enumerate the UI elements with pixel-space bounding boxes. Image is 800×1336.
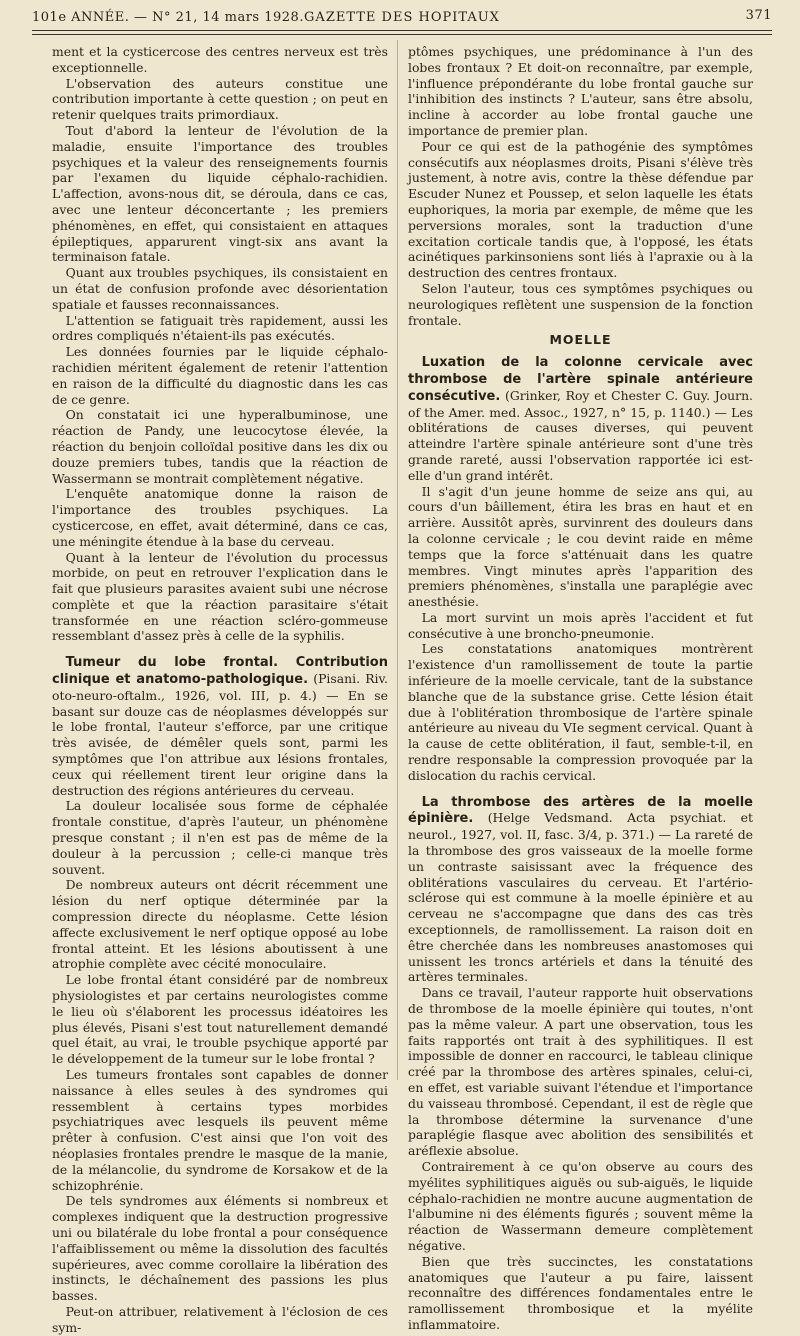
paragraph: De nombreux auteurs ont décrit récemment une lésion du nerf optique déterminée par la compression directe du néoplasme. Cette lésion affecte exclusivement le nerf optique opposé au lobe frontal atteint. Et les lésions aboutissent à une atrophie complète avec cécité monoculaire. <box>52 877 388 972</box>
article-title: Luxation de la colonne cervicale avec thrombose de l'artère spinale antérieure consécutive. <box>408 355 753 404</box>
article-lead <box>408 794 753 986</box>
page-number: 371 <box>745 8 772 23</box>
paragraph: Contrairement à ce qu'on observe au cours des myélites syphilitiques aiguës ou sub-aiguës, le liquide céphalo-rachidien ne montre aucune augmentation de l'albumine ni des éléments figurés ; souvent même la réaction de Wassermann demeure complètement négative. <box>408 1158 753 1253</box>
paragraph: Le lobe frontal étant considéré par de nombreux physiologistes et par certains neurologistes comme le lieu où s'élaborent les processus idéatoires les plus élevés, Pisani s'est tout naturellement demandé quel était, au vrai, le trouble psychique apporté par le développement de la tumeur sur le lobe frontal ? <box>52 972 388 1067</box>
article-text: La rareté de la thrombose des gros vaisseaux de la moelle forme un contraste saisissant avec la fréquence des oblitérations vasculaires du cerveau. Et l'artério-sclérose qui est commune à la moelle épinière et au cerveau ne s'accompagne que dans des cas très exceptionnels, de ramollissement. La raison doit en être cherchée dans les nombreuses anastomoses qui unissent les troncs artériels et dans la ténuité des artères terminales. <box>408 827 753 985</box>
article-reference: (Helge Vedsmand. Acta psychiat. et neurol., 1927, vol. II, fasc. 3/4, p. 371.) — <box>408 810 753 843</box>
paragraph: ment et la cysticercose des centres nerveux est très exceptionnelle. <box>52 44 388 75</box>
paragraph: ptômes psychiques, une prédominance à l'un des lobes frontaux ? Et doit-on reconnaître, par exemple, l'influence prépondérante du lobe frontal gauche sur l'inhibition des instincts ? L'auteur, sans être absolu, incline à accorder au lobe frontal gauche une importance de premier plan. <box>408 44 753 138</box>
journal-title: GAZETTE DES HOPITAUX <box>304 10 500 25</box>
paragraph: Dans ce travail, l'auteur rapporte huit observations de thrombose de la moelle épinière qui toutes, n'ont pas la même valeur. A part une observation, tous les faits rapportés ont trait à des syphilitiques. Il est impossible de donner en raccourci, le tableau clinique créé par la thrombose des artères spinales, celui-ci, en effet, est variable suivant l'étendue et l'importance du vaisseau thrombosé. Cependant, il est de règle que la thrombose détermine la survenance d'une paraplégie flasque avec abolition des sensibilités et aréflexie absolue. <box>408 985 753 1159</box>
header-rule-2 <box>32 34 772 35</box>
article-reference: (Grinker, Roy et Chester C. Guy. Journ. of the Amer. med. Assoc., 1927, n° 15, p. 1140.) — <box>408 387 753 420</box>
paragraph: L'attention se fatiguait très rapidement, aussi les ordres compliqués n'étaient-ils pas exécutés. <box>52 312 388 344</box>
paragraph: L'enquête anatomique donne la raison de l'importance des troubles psychiques. La cysticercose, en effet, avait déterminé, dans ce cas, une méningite étendue à la base du cerveau. <box>52 486 388 549</box>
left-column <box>52 44 388 1336</box>
right-column <box>408 44 753 1333</box>
paragraph: Les constatations anatomiques montrèrent l'existence d'un ramollissement de toute la partie inférieure de la moelle cervicale, tant de la substance blanche que de la substance grise. Cette lésion était due à l'oblitération thrombosique de l'artère spinale antérieure au niveau du VIe segment cervical. Quant à la cause de cette oblitération, il faut, semble-t-il, en rendre responsable la compression provoquée par la dislocation du rachis cervical. <box>408 641 753 783</box>
paragraph: Peut-on attribuer, relativement à l'éclosion de ces sym- <box>52 1303 388 1335</box>
paragraph: Selon l'auteur, tous ces symptômes psychiques ou neurologiques reflètent une suspension de la fonction frontale. <box>408 280 753 328</box>
paragraph: Il s'agit d'un jeune homme de seize ans qui, au cours d'un bâillement, étira les bras en haut et en arrière. Aussitôt après, survinrent des douleurs dans la colonne cervicale ; le cou devint raide en même temps que la force s'atténuait dans les quatre membres. Vingt minutes après l'apparition des premiers phénomènes, s'installa une paraplégie avec anesthésie. <box>408 483 753 610</box>
paragraph: La mort survint un mois après l'accident et fut consécutive à une broncho-pneumonie. <box>408 609 753 641</box>
column-divider <box>397 40 398 1080</box>
paragraph: Les tumeurs frontales sont capables de donner naissance à elles seules à des syndromes qui ressemblent à certains types morbides psychiatriques avec lesquels ils peuvent même prêter à confusion. C'est ainsi que l'on voit des néoplasies frontales prendre le masque de la manie, de la mélancolie, du syndrome de Korsakow et de la schizophrénie. <box>52 1067 388 1193</box>
paragraph: Les données fournies par le liquide céphalo-rachidien méritent également de retenir l'attention en raison de la difficulté du diagnostic dans les cas de ce genre. <box>52 344 388 407</box>
paragraph: On constatait ici une hyperalbuminose, une réaction de Pandy, une leucocytose élevée, la réaction du benjoin colloïdal positive dans les dix ou douze premiers tubes, tandis que la réaction de Wassermann se montrait complètement négative. <box>52 407 388 486</box>
article-reference: (Pisani. Riv. oto-neuro-oftalm., 1926, vol. III, p. 4.) — <box>52 671 388 703</box>
header-rule <box>32 30 772 31</box>
paragraph: Tout d'abord la lenteur de l'évolution de la maladie, ensuite l'importance des troubles psychiques et la valeur des renseignements fournis par l'examen du liquide céphalo-rachidien. L'affection, avons-nous dit, se déroula, dans ce cas, avec une lenteur déconcertante ; les premiers phénomènes, en effet, qui consistaient en attaques épileptiques, apparurent vingt-six ans avant la terminaison fatale. <box>52 122 388 265</box>
paragraph: La douleur localisée sous forme de céphalée frontale constitue, d'après l'auteur, un phénomène presque constant ; il n'en est pas de même de la douleur à la percussion ; celle-ci manque très souvent. <box>52 798 388 877</box>
page-header <box>32 8 772 28</box>
article-text: Les oblitérations de causes diverses, qui peuvent atteindre l'artère spinale antérieure sont d'une très grande rareté, aussi l'observation rapportée ici est-elle d'un grand intérêt. <box>408 404 753 483</box>
paragraph: Pour ce qui est de la pathogénie des symptômes consécutifs aux néoplasmes droits, Pisani s'élève très justement, à notre avis, contre la thèse défendue par Escuder Nunez et Poussep, et selon laquelle les états euphoriques, la moria par exemple, de même que les perversions morales, sont la traduction d'une excitation corticale tandis que, à l'opposé, les états acinétiques parkinsoniens sont liés à l'apraxie ou à la destruction des centres frontaux. <box>408 138 753 281</box>
article-title: La thrombose des artères de la moelle épinière. <box>408 794 753 827</box>
paragraph: Quant à la lenteur de l'évolution du processus morbide, on peut en retrouver l'explication dans le fait que plusieurs parasites avaient subi une nécrose complète et que la réaction parasitaire s'était transformée en une réaction scléro-gommeuse ressemblant d'assez près à celle de la syphilis. <box>52 549 388 644</box>
article-lead <box>52 654 388 798</box>
article-lead <box>408 354 753 483</box>
paragraph: Bien que très succinctes, les constatations anatomiques que l'auteur a pu faire, laissent reconnaître des différences fondamentales entre le ramollissement thrombosique et la myélite inflammatoire. <box>408 1253 753 1332</box>
article-text: En se basant sur douze cas de néoplasmes développés sur le lobe frontal, l'auteur s'efforce, par une critique très avisée, de démêler quels sont, parmi les symptômes que l'on attribue aux lésions frontales, ceux qui réellement tirent leur origine dans la destruction des régions antérieures du cerveau. <box>52 687 388 798</box>
paragraph: L'observation des auteurs constitue une contribution importante à cette question ; on peut en retenir quelques traits primordiaux. <box>52 75 388 123</box>
article-title: Tumeur du lobe frontal. Contribution clinique et anatomo-pathologique. <box>52 655 388 688</box>
paragraph: De tels syndromes aux éléments si nombreux et complexes indiquent que la destruction progressive uni ou bilatérale du lobe frontal a pour conséquence l'affaiblissement ou même la dissolution des facultés supérieures, avec comme corollaire la libération des instincts, le déchaînement des passions les plus basses. <box>52 1193 388 1304</box>
section-heading: MOELLE <box>549 332 612 348</box>
paragraph: Quant aux troubles psychiques, ils consistaient en un état de confusion profonde avec désorientation spatiale et fausses reconnaissances. <box>52 265 388 312</box>
issue-info: 101e ANNÉE. — N° 21, 14 mars 1928. <box>32 10 304 25</box>
